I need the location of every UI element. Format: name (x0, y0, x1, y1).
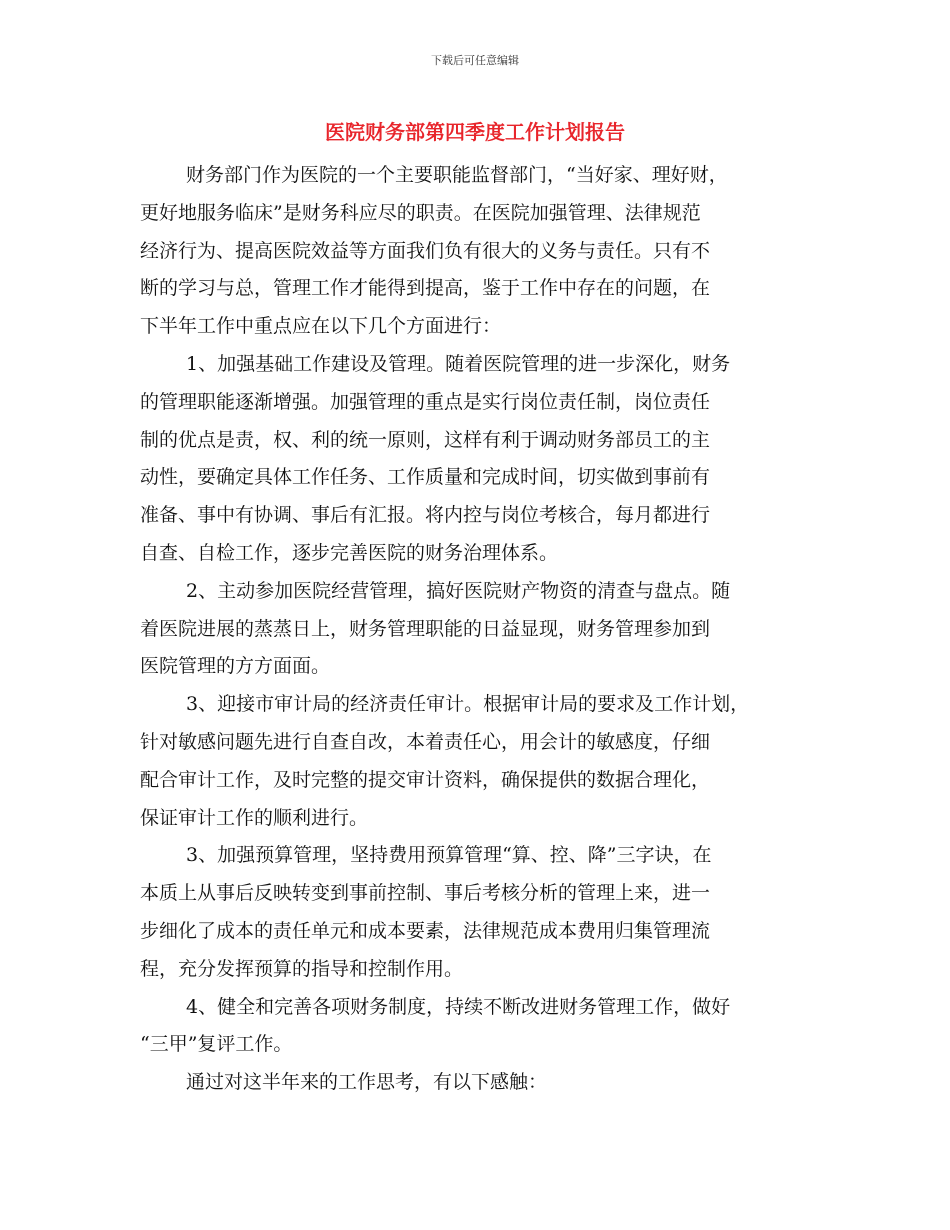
text-line: 制的优点是责，权、利的统一原则，这样有利于调动财务部员工的主 (140, 428, 711, 451)
text-line: 针对敏感问题先进行自查自改，本着责任心，用会计的敏感度，仔细 (140, 730, 711, 753)
document-body (140, 157, 820, 1102)
text-line: 4、健全和完善各项财务制度，持续不断改进财务管理工作，做好 (186, 995, 731, 1018)
text-line: 经济行为、提高医院效益等方面我们负有很大的义务与责任。只有不 (140, 239, 711, 262)
text-line: 3、加强预算管理，坚持费用预算管理“算、控、降”三字诀，在 (186, 844, 712, 867)
page-header: 下载后可任意编辑 (431, 54, 519, 67)
text-line: 断的学习与总，管理工作才能得到提高，鉴于工作中存在的问题，在 (140, 277, 711, 300)
text-line: 财务部门作为医院的一个主要职能监督部门，“当好家、理好财， (186, 164, 728, 186)
document-title: 医院财务部第四季度工作计划报告 (325, 120, 625, 144)
text-line: 医院管理的方方面面。 (140, 655, 331, 678)
text-line: 2、主动参加医院经营管理，搞好医院财产物资的清查与盘点。随 (186, 579, 731, 602)
text-line: 的管理职能逐渐增强。加强管理的重点是实行岗位责任制，岗位责任 (140, 390, 711, 413)
text-line: 1、加强基础工作建设及管理。随着医院管理的进一步深化，财务 (186, 352, 731, 375)
text-line: 着医院进展的蒸蒸日上，财务管理职能的日益显现，财务管理参加到 (140, 617, 711, 640)
text-line: 保证审计工作的顺利进行。 (140, 806, 369, 829)
text-line: 本质上从事后反映转变到事前控制、事后考核分析的管理上来，进一 (140, 882, 711, 905)
text-line: 动性，要确定具体工作任务、工作质量和完成时间，切实做到事前有 (140, 466, 711, 489)
text-line: “三甲”复评工作。 (140, 1033, 293, 1056)
text-line: 自查、自检工作，逐步完善医院的财务治理体系。 (140, 541, 559, 564)
text-line: 通过对这半年来的工作思考，有以下感触： (186, 1071, 548, 1094)
text-line: 下半年工作中重点应在以下几个方面进行： (140, 315, 502, 338)
text-line: 配合审计工作，及时完整的提交审计资料，确保提供的数据合理化， (140, 768, 711, 791)
text-line: 程，充分发挥预算的指导和控制作用。 (140, 957, 464, 980)
text-line: 3、迎接市审计局的经济责任审计。根据审计局的要求及工作计划， (186, 693, 750, 716)
text-line: 步细化了成本的责任单元和成本要素，法律规范成本费用归集管理流 (140, 919, 711, 942)
text-line: 准备、事中有协调、事后有汇报。将内控与岗位考核合，每月都进行 (140, 504, 711, 527)
text-line: 更好地服务临床”是财务科应尽的职责。在医院加强管理、法律规范 (140, 201, 701, 224)
